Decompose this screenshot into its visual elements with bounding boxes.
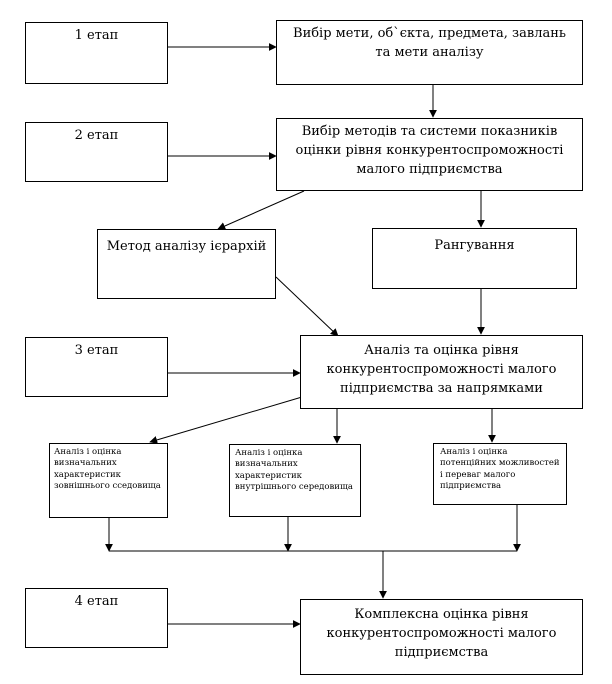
complex-text: Комплексна оцінка рівня конкурентоспроможності малого підприємства — [326, 607, 557, 660]
stage-2-box — [25, 122, 168, 182]
stage-3-label: 3 етап — [74, 343, 119, 358]
stage-1-box — [25, 22, 168, 84]
stage-1-label: 1 етап — [74, 28, 119, 43]
hierarchy-text: Метод аналізу ієрархій — [106, 239, 267, 254]
methods-text: Вибір методів та системи показників оцінки рівня конкурентоспроможності малого підприємства — [295, 124, 564, 177]
potential-text: Аналіз і оцінка потенційних можливостей і переваг малого підприємства — [440, 447, 560, 492]
complex-box — [300, 599, 583, 675]
arrow-methods-to-hierarchy — [218, 191, 304, 229]
stage-4-label: 4 етап — [74, 594, 119, 609]
ranking-text: Рангування — [434, 238, 515, 253]
analysis-box — [300, 335, 583, 409]
external-box — [49, 443, 168, 518]
stage-4-box — [25, 588, 168, 648]
internal-box — [229, 444, 361, 517]
stage-3-box — [25, 337, 168, 397]
internal-text: Аналіз і оцінка визначальних характеристик внутрішнього середовища — [235, 448, 353, 493]
analysis-text: Аналіз та оцінка рівня конкурентоспроможності малого підприємства за напрямками — [326, 343, 557, 396]
potential-box — [433, 443, 567, 505]
external-text: Аналіз і оцінка визначальних характеристик зовнішнього сседовища — [54, 447, 161, 492]
hierarchy-box — [97, 229, 276, 299]
goal-text: Вибір мети, об`єкта, предмета, завлань та мети аналізу — [293, 26, 566, 60]
goal-box — [276, 20, 583, 85]
stage-2-label: 2 етап — [74, 128, 119, 143]
ranking-box — [372, 228, 577, 289]
methods-box — [276, 118, 583, 191]
arrow-analysis-to-external — [150, 397, 302, 442]
arrow-hierarchy-to-analysis — [276, 277, 338, 336]
